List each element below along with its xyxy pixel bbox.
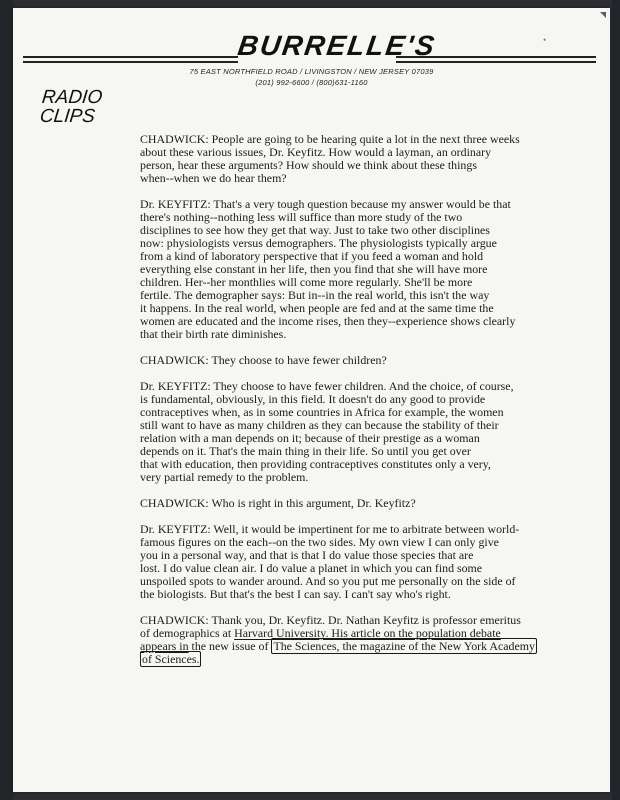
transcript-line: CHADWICK: Who is right in this argument, Dr. Keyfitz? xyxy=(140,496,416,510)
transcript-line: CHADWICK: People are going to be hearing quite a lot in the next three weeks xyxy=(140,132,520,146)
closing-text: of demographics at xyxy=(140,626,235,640)
scan-background-right xyxy=(612,0,620,800)
transcript-line: famous figures on the each--on the two sides. My own view I can only give xyxy=(140,535,499,549)
transcript-line: CHADWICK: Thank you, Dr. Keyfitz. Dr. Nathan Keyfitz is professor emeritus xyxy=(140,613,521,627)
radio-clips-label xyxy=(39,88,103,126)
transcript-paragraph xyxy=(140,354,565,367)
transcript-line: person, hear these arguments? How should we think about these things xyxy=(140,158,477,172)
transcript-paragraph xyxy=(140,380,565,484)
transcript-line xyxy=(140,653,565,666)
transcript-line: women are educated and the income rises, then they--experience shows clearly xyxy=(140,314,516,328)
handwritten-box: of Sciences. xyxy=(142,652,200,666)
closing-text: the new issue of xyxy=(188,639,272,653)
scan-background-left xyxy=(0,0,13,800)
transcript-line: is fundamental, obviously, in this field. It doesn't do any good to provide xyxy=(140,392,486,406)
handwritten-underline: Harvard University. His article on the population debate xyxy=(234,626,501,640)
letterhead-rule-right-2 xyxy=(396,61,596,63)
handwritten-underline: appears in xyxy=(140,639,189,653)
transcript-line: relation with a man depends on it; because of their prestige as a woman xyxy=(140,431,480,445)
transcript-line: from a kind of laboratory perspective that if you feed a woman and hold xyxy=(140,249,484,263)
radio-clips-line-1: RADIO xyxy=(40,87,104,108)
transcript-line: Dr. KEYFITZ: That's a very tough question because my answer would be that xyxy=(140,197,511,211)
transcript-paragraph xyxy=(140,133,565,185)
transcript-line: CHADWICK: They choose to have fewer children? xyxy=(140,353,387,367)
transcript-line: that with education, then providing contraceptives constitutes only a very, xyxy=(140,457,491,471)
transcript-line: the biologists. But that's the best I can say. I can't say who's right. xyxy=(140,587,451,601)
transcript-paragraph xyxy=(140,523,565,601)
transcript-paragraph xyxy=(140,198,565,341)
transcript-paragraph xyxy=(140,497,565,510)
transcript-line: fertile. The demographer says: But in--in the real world, this isn't the way xyxy=(140,288,490,302)
letterhead-phone: (201) 992-6600 / (800)631-1160 xyxy=(255,78,368,87)
transcript-line: that their birth rate diminishes. xyxy=(140,327,287,341)
transcript-line: unspoiled spots to wander around. And so you put me personally on the side of xyxy=(140,574,516,588)
transcript-line: everything else constant in her life, then you find that she will have more xyxy=(140,262,488,276)
transcript-line: lost. I do value clean air. I do value a planet in which you can find some xyxy=(140,561,483,575)
letterhead-address: 75 EAST NORTHFIELD ROAD / LIVINGSTON / NEW JERSEY 07039 xyxy=(189,67,434,76)
transcript-line xyxy=(140,640,565,653)
speck-mark: • xyxy=(543,35,547,45)
letterhead-rule-left-1 xyxy=(23,56,238,58)
handwritten-box: The Sciences, the magazine of the New York Academy xyxy=(273,639,535,653)
transcript-line: contraceptives when, as in some countries in Africa for example, the women xyxy=(140,405,504,419)
letterhead-rule-left-2 xyxy=(23,61,238,63)
transcript-line: disciplines to see how they get that way. Just to take two other disciplines xyxy=(140,223,490,237)
transcript-line: Dr. KEYFITZ: Well, it would be impertinent for me to arbitrate between world- xyxy=(140,522,520,536)
transcript-line: still want to have as many children as they can because the stability of their xyxy=(140,418,499,432)
transcript-line: when--when we do hear them? xyxy=(140,171,287,185)
document-page xyxy=(13,8,610,792)
transcript-line: very partial remedy to the problem. xyxy=(140,470,309,484)
transcript-line: you in a personal way, and that is that I do value those species that are xyxy=(140,548,474,562)
radio-clips-line-2: CLIPS xyxy=(38,106,97,127)
transcript-body xyxy=(140,133,565,679)
transcript-line: it happens. In the real world, when people are fed and at the same time the xyxy=(140,301,494,315)
transcript-line: about these various issues, Dr. Keyfitz. How would a layman, an ordinary xyxy=(140,145,492,159)
transcript-line: depends on it. That's the main thing in their life. So until you get over xyxy=(140,444,471,458)
closing-paragraph xyxy=(140,614,565,666)
transcript-line: now: physiologists versus demographers. The physiologists typically argue xyxy=(140,236,497,250)
transcript-line: children. Her--her monthlies will come more regularly. She'll be more xyxy=(140,275,473,289)
transcript-line: Dr. KEYFITZ: They choose to have fewer children. And the choice, of course, xyxy=(140,379,514,393)
transcript-line: there's nothing--nothing less will suffice than more study of the two xyxy=(140,210,463,224)
burrelles-logo: BURRELLE'S xyxy=(235,30,439,61)
